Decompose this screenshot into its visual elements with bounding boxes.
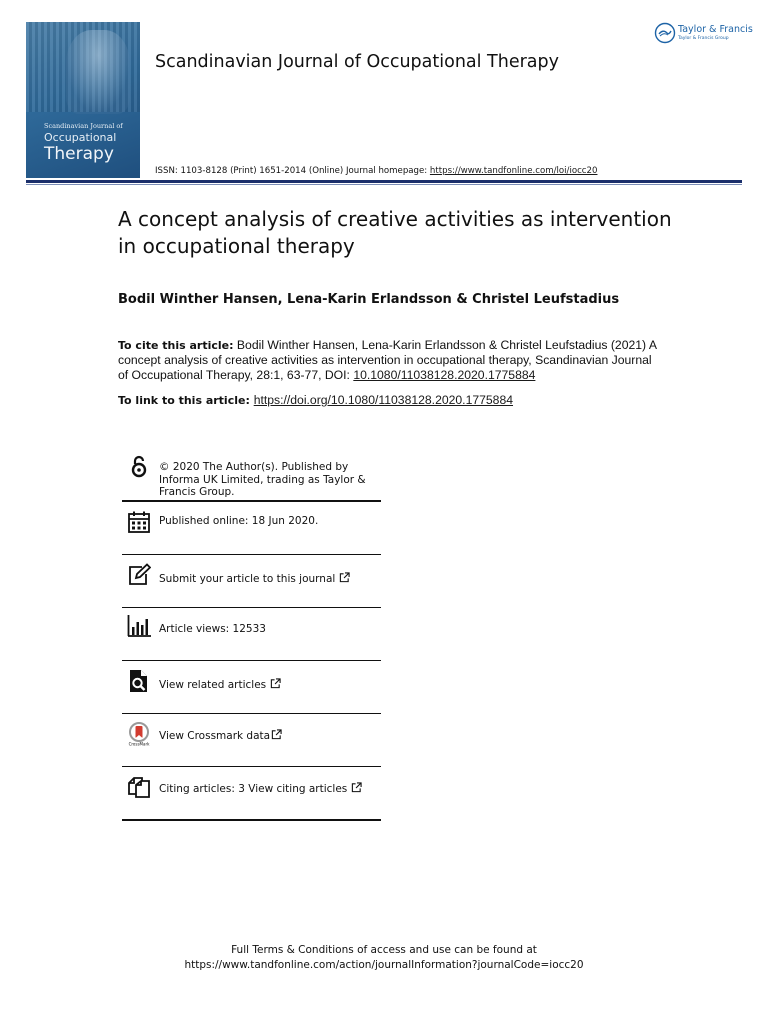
submit-article-link[interactable] [159,572,350,586]
article-views-text: Article views: 12533 [159,623,266,635]
article-views-row [122,608,381,661]
related-articles-link[interactable] [159,678,281,692]
cover-figure [66,30,130,114]
terms-footer-link[interactable]: https://www.tandfonline.com/action/journalInformation?journalCode=iocc20 [184,958,584,971]
cite-label: To cite this article: [118,339,234,352]
calendar-icon [127,510,151,534]
article-info-list [122,452,381,821]
article-title: A concept analysis of creative activities as intervention in occupational therapy [118,207,672,258]
document-search-icon [127,669,151,693]
crossmark-label: View Crossmark data [159,730,271,742]
published-row [122,502,381,555]
link-label: To link to this article: [118,394,254,407]
submit-article-label: Submit your article to this journal [159,573,336,585]
publisher-logo [654,22,753,48]
cover-title-line3: Therapy [44,144,114,164]
external-link-icon [351,782,362,793]
svg-text:CrossMark: CrossMark [128,741,150,746]
publisher-logo-sub: Taylor & Francis Group [678,36,729,41]
citing-articles-row[interactable] [122,767,381,821]
cite-doi-link[interactable]: 10.1080/11038128.2020.1775884 [353,368,536,382]
citation-block [118,338,658,383]
related-articles-row[interactable] [122,661,381,714]
open-access-row [122,452,381,502]
header-rule-thin [26,184,742,185]
issn-line [155,166,597,176]
related-articles-label: View related articles [159,679,267,691]
submit-article-row[interactable] [122,555,381,608]
cite-text: Bodil Winther Hansen, Lena-Karin Erlandsson & Christel Leufstadius (2021) A concept analysis of creative activities as intervention in occupational therapy, Scandinavian Journal of Occupational Therapy, 28:1, 63-77, DOI: [118,338,657,382]
open-access-icon [127,455,151,479]
citing-articles-label: Citing articles: 3 View citing articles [159,783,348,795]
journal-homepage-link[interactable]: https://www.tandfonline.com/loi/iocc20 [429,166,598,176]
edit-icon [127,563,151,587]
publisher-logo-name: Taylor & Francis [678,24,753,35]
terms-footer-line1: Full Terms & Conditions of access and use can be found at [231,944,537,956]
header-rule [26,180,742,183]
crossmark-row[interactable] [122,714,381,767]
published-text: Published online: 18 Jun 2020. [159,515,319,527]
article-authors: Bodil Winther Hansen, Lena-Karin Erlandsson & Christel Leufstadius [118,292,620,307]
article-doi-link[interactable]: https://doi.org/10.1080/11038128.2020.1775884 [253,393,514,407]
terms-footer [0,943,768,972]
bar-chart-icon [127,614,151,638]
citing-articles-icon [127,775,151,799]
crossmark-link[interactable] [159,729,282,743]
journal-title: Scandinavian Journal of Occupational Therapy [155,52,559,72]
journal-cover-image [26,22,140,178]
external-link-icon [270,678,281,689]
taylor-francis-logo-icon [654,22,676,44]
citing-articles-link[interactable] [159,782,362,796]
cover-title-line2: Occupational [44,131,117,144]
external-link-icon [339,572,350,583]
crossmark-icon [127,722,151,746]
external-link-icon [271,729,282,740]
article-link-line [118,393,513,407]
open-access-text: © 2020 The Author(s). Published by Informa UK Limited, trading as Taylor & Francis Group. [159,461,366,498]
issn-text: ISSN: 1103-8128 (Print) 1651-2014 (Online) Journal homepage: [155,166,430,176]
cover-title-line1: Scandinavian Journal of [44,122,123,130]
